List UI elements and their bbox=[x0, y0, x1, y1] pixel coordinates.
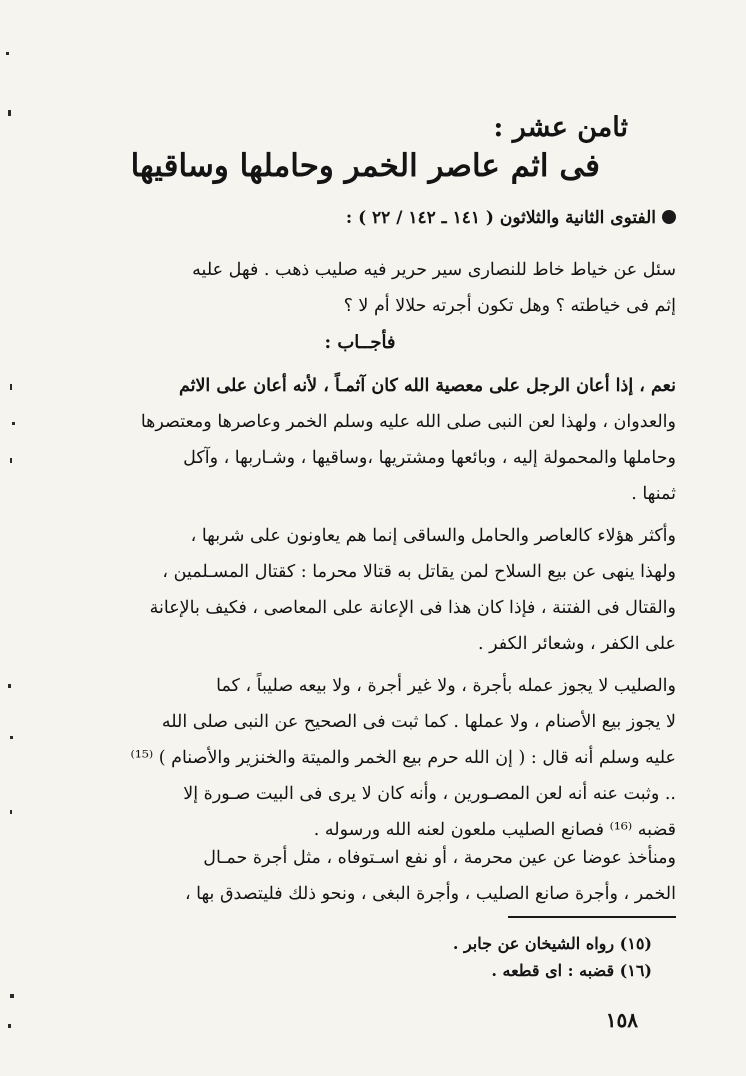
question-line: إثم فى خياطته ؟ وهل تكون أجرته حلالا أم لا ؟ bbox=[343, 296, 676, 316]
paragraph-line: قضبه ⁽¹⁶⁾ فصانع الصليب ملعون لعنه الله ورسوله . bbox=[313, 820, 676, 840]
section-heading: ثامن عشر : bbox=[493, 112, 628, 143]
paragraph-line: وحاملها والمحمولة إليه ، وبائعها ومشتريها ،وساقيها ، وشـاربها ، وآكل bbox=[183, 448, 676, 468]
answer-paragraph-4 bbox=[64, 840, 676, 912]
footnotes bbox=[453, 930, 652, 984]
paragraph-line: ولهذا ينهى عن بيع السلاح لمن يقاتل به قتالا محرما : كقتال المسـلمين ، bbox=[162, 562, 676, 582]
paragraph-line: والقتال فى الفتنة ، فإذا كان هذا فى الإعانة على المعاصى ، فكيف بالإعانة bbox=[149, 598, 676, 618]
fatwa-heading bbox=[346, 208, 676, 228]
answer-paragraph-3 bbox=[64, 668, 676, 848]
paragraph-line: على الكفر ، وشعائر الكفر . bbox=[478, 634, 676, 654]
paragraph-line: ثمنها . bbox=[631, 484, 676, 504]
paragraph-line: الخمر ، وأجرة صانع الصليب ، وأجرة البغى ، ونحو ذلك فليتصدق بها ، bbox=[184, 884, 676, 904]
question-line: سئل عن خياط خاط للنصارى سير حرير فيه صليب ذهب . فهل عليه bbox=[192, 260, 676, 280]
fatwa-label: الفتوى الثانية والثلاثون ( ١٤١ ـ ١٤٢ / ٢٢ ) : bbox=[345, 208, 656, 228]
footnote-divider bbox=[508, 916, 676, 918]
paragraph-line: ومنأخذ عوضا عن عين محرمة ، أو نفع اسـتوفاه ، مثل أجرة حمـال bbox=[203, 848, 676, 868]
scan-speck bbox=[8, 1024, 11, 1028]
scan-speck bbox=[8, 110, 11, 116]
paragraph-line: نعم ، إذا أعان الرجل على معصية الله كان آثمـاً ، لأنه أعان على الاثم bbox=[178, 376, 676, 396]
scan-speck bbox=[6, 52, 9, 55]
paragraph-line: لا يجوز بيع الأصنام ، ولا عملها . كما ثبت فى الصحيح عن النبى صلى الله bbox=[161, 712, 676, 732]
footnote: (١٥) رواه الشيخان عن جابر . bbox=[452, 934, 652, 953]
paragraph-line: والعدوان ، ولهذا لعن النبى صلى الله عليه وسلم الخمر وعاصرها ومعتصرها bbox=[140, 412, 676, 432]
scan-speck bbox=[10, 458, 12, 463]
paragraph-line: .. وثبت عنه أنه لعن المصـورين ، وأنه كان لا يرى فى البيت صـورة إلا bbox=[183, 784, 676, 804]
page-number: ١٥٨ bbox=[605, 1008, 638, 1032]
bullet-icon bbox=[662, 210, 676, 224]
paragraph-line: والصليب لا يجوز عمله بأجرة ، ولا غير أجرة ، ولا بيعه صليباً ، كما bbox=[216, 676, 676, 696]
scan-speck bbox=[10, 736, 13, 739]
scan-speck bbox=[10, 384, 12, 390]
paragraph-line: عليه وسلم أنه قال : ( إن الله حرم بيع الخمر والميتة والخنزير والأصنام ) ⁽¹⁵⁾ bbox=[130, 748, 676, 768]
paragraph-line: وأكثر هؤلاء كالعاصر والحامل والساقى إنما هم يعاونون على شربها ، bbox=[190, 526, 676, 546]
footnote: (١٦) قضبه : اى قطعه . bbox=[491, 961, 652, 980]
section-title: فى اثم عاصر الخمر وحاملها وساقيها bbox=[130, 148, 600, 184]
scan-speck bbox=[12, 422, 15, 425]
answer-label: فأجــاب : bbox=[324, 332, 396, 353]
question-paragraph bbox=[64, 252, 676, 324]
answer-paragraph-2 bbox=[64, 518, 676, 662]
answer-paragraph-1 bbox=[64, 368, 676, 512]
scan-speck bbox=[10, 994, 14, 998]
scan-speck bbox=[10, 810, 12, 814]
scan-speck bbox=[8, 684, 11, 688]
